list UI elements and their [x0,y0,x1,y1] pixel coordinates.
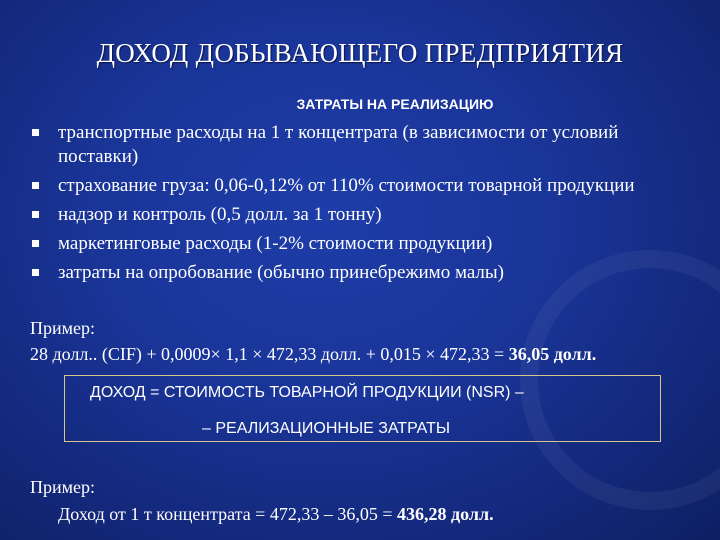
bullet-item [30,174,680,198]
formula-line-2: – РЕАЛИЗАЦИОННЫЕ ЗАТРАТЫ [202,420,451,437]
example-2-result: 436,28 долл. [397,504,494,524]
example-1-label: Пример: [30,318,96,338]
example-1-calculation [30,344,596,365]
example-1-result: 36,05 долл. [508,344,597,364]
square-bullet-icon [32,240,39,247]
square-bullet-icon [32,269,39,276]
formula-line-1: ДОХОД = СТОИМОСТЬ ТОВАРНОЙ ПРОДУКЦИИ (NSR) – [90,384,524,401]
example-2-label: Пример: [30,477,96,497]
square-bullet-icon [32,182,39,189]
bullet-item [30,203,680,227]
slide-title: ДОХОД ДОБЫВАЮЩЕГО ПРЕДПРИЯТИЯ [96,38,624,68]
bullet-text: маркетинговые расходы (1-2% стоимости продукции) [58,233,493,254]
example-1-expression: 28 долл.. (CIF) + 0,0009× 1,1 × 472,33 долл. + 0,015 × 472,33 = [30,344,509,364]
bullet-text: страхование груза: 0,06-0,12% от 110% стоимости товарной продукции [58,175,635,196]
bullet-item [30,121,680,169]
example-2-calculation [58,504,494,525]
square-bullet-icon [32,129,39,136]
square-bullet-icon [32,211,39,218]
bullet-text: транспортные расходы на 1 т концентрата (в зависимости от условий поставки) [58,122,619,167]
bullet-text: надзор и контроль (0,5 долл. за 1 тонну) [58,204,382,225]
bullet-text: затраты на опробование (обычно принебрежимо малы) [58,262,505,283]
formula-box [64,375,661,442]
bullet-list [30,121,680,290]
bullet-item [30,261,680,285]
bullet-item [30,232,680,256]
example-2-expression: Доход от 1 т концентрата = 472,33 – 36,05 = [58,504,397,524]
section-title: ЗАТРАТЫ НА РЕАЛИЗАЦИЮ [296,96,494,112]
